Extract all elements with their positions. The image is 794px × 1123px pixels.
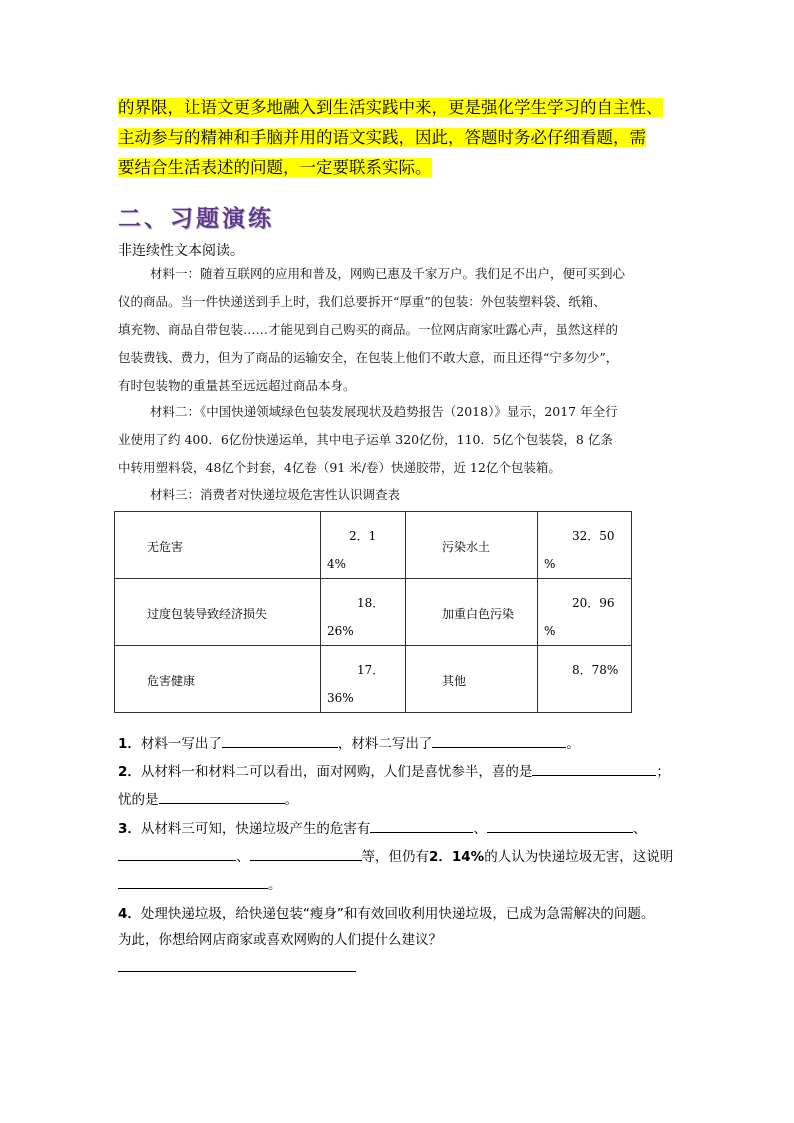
material-one: 材料一：随着互联网的应用和普及，网购已惠及千家万户。我们足不出户，便可买到心 仪的商品。当一件快递送到手上时，我们总要拆开“厚重”的包装：外包装塑料袋、纸箱、 填充物、商品自带包装……才能见到自己购买的商品。一位网店商家吐露心声，虽然这样的 包装费钱、费力，但为了商品的运输安全，在包装上他们不敢大意，而且还得“宁多勿少”， 有时包装物的重量甚至远远超过商品本身。	[118, 266, 626, 393]
intro-line: 要结合生活表述的问题，一定要联系实际。	[118, 158, 432, 177]
table-cell: 8．78%	[572, 663, 619, 677]
answer-blank[interactable]	[532, 761, 656, 776]
table-cell: 2．1 4%	[327, 529, 377, 571]
question-1: 1．材料一写出了 ，材料二写出了 。	[118, 730, 580, 758]
answer-blank[interactable]	[487, 818, 633, 833]
table-cell: 18． 26%	[327, 596, 385, 638]
question-3: 3．从材料三可知，快递垃圾产生的危害有 、 、	[118, 815, 646, 843]
material-three-title: 材料三：消费者对快递垃圾危害性认识调查表	[150, 487, 401, 502]
survey-table	[114, 511, 632, 713]
answer-blank[interactable]	[432, 733, 566, 748]
table-row	[115, 512, 632, 579]
question-3-cont2: 。	[118, 871, 282, 899]
material-two: 材料二：《中国快递领域绿色包装发展现状及趋势报告（2018）》显示，2017 年全行 业使用了约 400．6亿份快递运单，其中电子运单 320亿份，110．5亿个包装袋，8 亿条 中转用塑料袋，48亿个封套，4亿卷（91 米/卷）快递胶带，近 12亿个包装箱。	[118, 404, 618, 475]
intro-line: 的界限，让语文更多地融入到生活实践中来，更是强化学生学习的自主性、	[118, 98, 663, 117]
table-cell: 加重白色污染	[442, 607, 515, 621]
answer-blank[interactable]	[370, 818, 473, 833]
table-row	[115, 579, 632, 646]
question-2: 2．从材料一和材料二可以看出，面对网购，人们是喜忧参半，喜的是 ；	[118, 758, 670, 786]
table-row	[115, 646, 632, 713]
subheading: 非连续性文本阅读。	[118, 243, 244, 259]
question-2-cont: 忧的是 。	[118, 786, 298, 814]
table-cell: 20．96 %	[544, 596, 615, 638]
answer-blank[interactable]	[118, 846, 236, 861]
table-cell: 危害健康	[147, 674, 196, 688]
question-4-answer	[118, 954, 356, 982]
table-cell: 过度包装导致经济损失	[147, 607, 268, 621]
table-cell: 污染水土	[442, 540, 491, 554]
intro-line: 主动参与的精神和手脑并用的语文实践，因此，答题时务必仔细看题，需	[118, 128, 646, 147]
table-cell: 无危害	[147, 540, 184, 554]
table-cell: 其他	[442, 674, 467, 688]
answer-blank[interactable]	[118, 957, 356, 972]
answer-blank[interactable]	[159, 789, 285, 804]
section-heading: 二、习题演练	[118, 205, 274, 232]
answer-blank[interactable]	[222, 733, 338, 748]
question-4-cont: 为此，你想给网店商家或喜欢网购的人们提什么建议？	[118, 932, 442, 948]
table-cell: 32．50 %	[544, 529, 615, 571]
intro-paragraph	[118, 93, 678, 183]
table-cell: 17． 36%	[327, 663, 385, 705]
question-4: 4．处理快递垃圾，给快递包装“瘦身”和有效回收利用快递垃圾，已成为急需解决的问题。	[118, 906, 655, 922]
answer-blank[interactable]	[250, 846, 362, 861]
question-3-cont: 、 等，但仍有2．14%的人认为快递垃圾无害，这说明	[118, 843, 673, 871]
answer-blank[interactable]	[118, 874, 268, 889]
